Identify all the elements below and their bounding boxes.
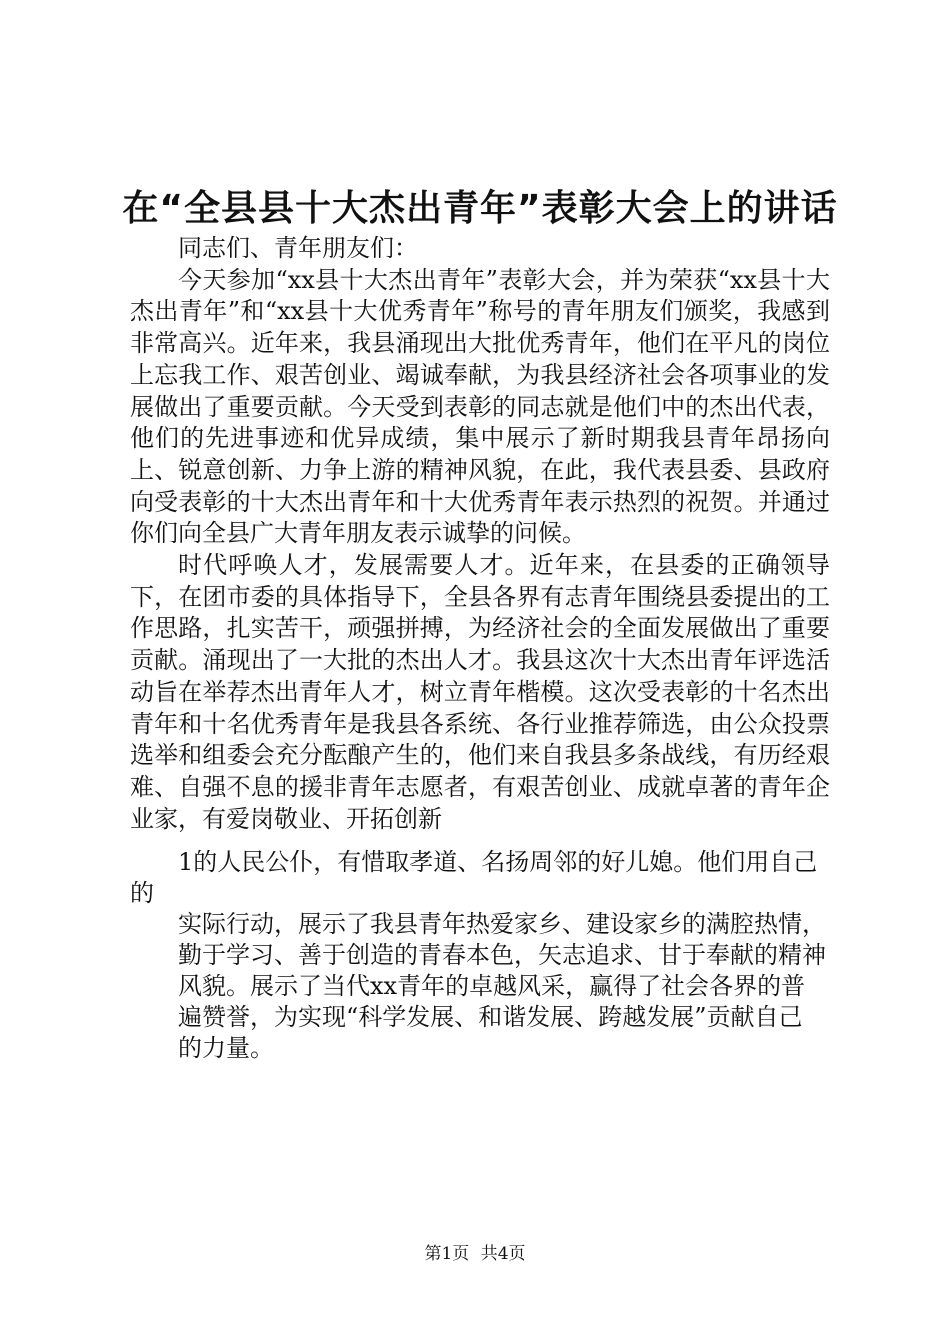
continuation-line-6: 的力量。 [178, 1034, 274, 1062]
continuation-line-4: 风貌。展示了当代xx青年的卓越风采，赢得了社会各界的普 [178, 972, 806, 1000]
continuation-line-3: 勤于学习、善于创造的青春本色，矢志追求、甘于奉献的精神 [178, 941, 826, 969]
body-paragraph-1: 今天参加“xx县十大杰出青年”表彰大会，并为荣获“xx县十大杰出青年”和“xx县十大优秀青年”称号的青年朋友们颁奖，我感到非常高兴。近年来，我县涌现出大批优秀青年，他们在平凡的岗位上忘我工作、艰苦创业、竭诚奉献，为我县经济社会各项事业的发展做出了重要贡献。今天受到表彰的同志就是他们中的杰出代表，他们的先进事迹和优异成绩，集中展示了新时期我县青年昂扬向上、锐意创新、力争上游的精神风貌，在此，我代表县委、县政府向受表彰的十大杰出青年和十大优秀青年表示热烈的祝贺。并通过你们向全县广大青年朋友表示诚挚的问候。 [130, 265, 830, 548]
body-paragraph-2: 时代呼唤人才，发展需要人才。近年来，在县委的正确领导下，在团市委的具体指导下，全县各界有志青年围绕县委提出的工作思路，扎实苦干，顽强拼搏，为经济社会的全面发展做出了重要贡献。涌现出了一大批的杰出人才。我县这次十大杰出青年评选活动旨在举荐杰出青年人才，树立青年楷模。这次受表彰的十名杰出青年和十名优秀青年是我县各系统、各行业推荐筛选，由公众投票选举和组委会充分酝酿产生的，他们来自我县多条战线，有历经艰难、自强不息的援非青年志愿者，有艰苦创业、成就卓著的青年企业家，有爱岗敬业、开拓创新 [130, 551, 830, 833]
continuation-line-1: 1的人民公仆，有惜取孝道、名扬周邻的好儿媳。他们用自己的 [130, 848, 818, 907]
continuation-line-5: 遍赞誉，为实现“科学发展、和谐发展、跨越发展”贡献自己 [178, 1003, 803, 1031]
page-number: 第1页 [424, 1244, 470, 1264]
document-body [130, 233, 830, 835]
continuation-line-2: 实际行动，展示了我县青年热爱家乡、建设家乡的满腔热情， [178, 910, 826, 938]
page-total: 共4页 [480, 1244, 526, 1264]
page-footer [0, 1242, 950, 1266]
document-continuation [130, 847, 830, 1064]
document-title: 在“全县县十大杰出青年”表彰大会上的讲话 [122, 188, 838, 229]
salutation-paragraph: 同志们、青年朋友们： [178, 234, 418, 262]
